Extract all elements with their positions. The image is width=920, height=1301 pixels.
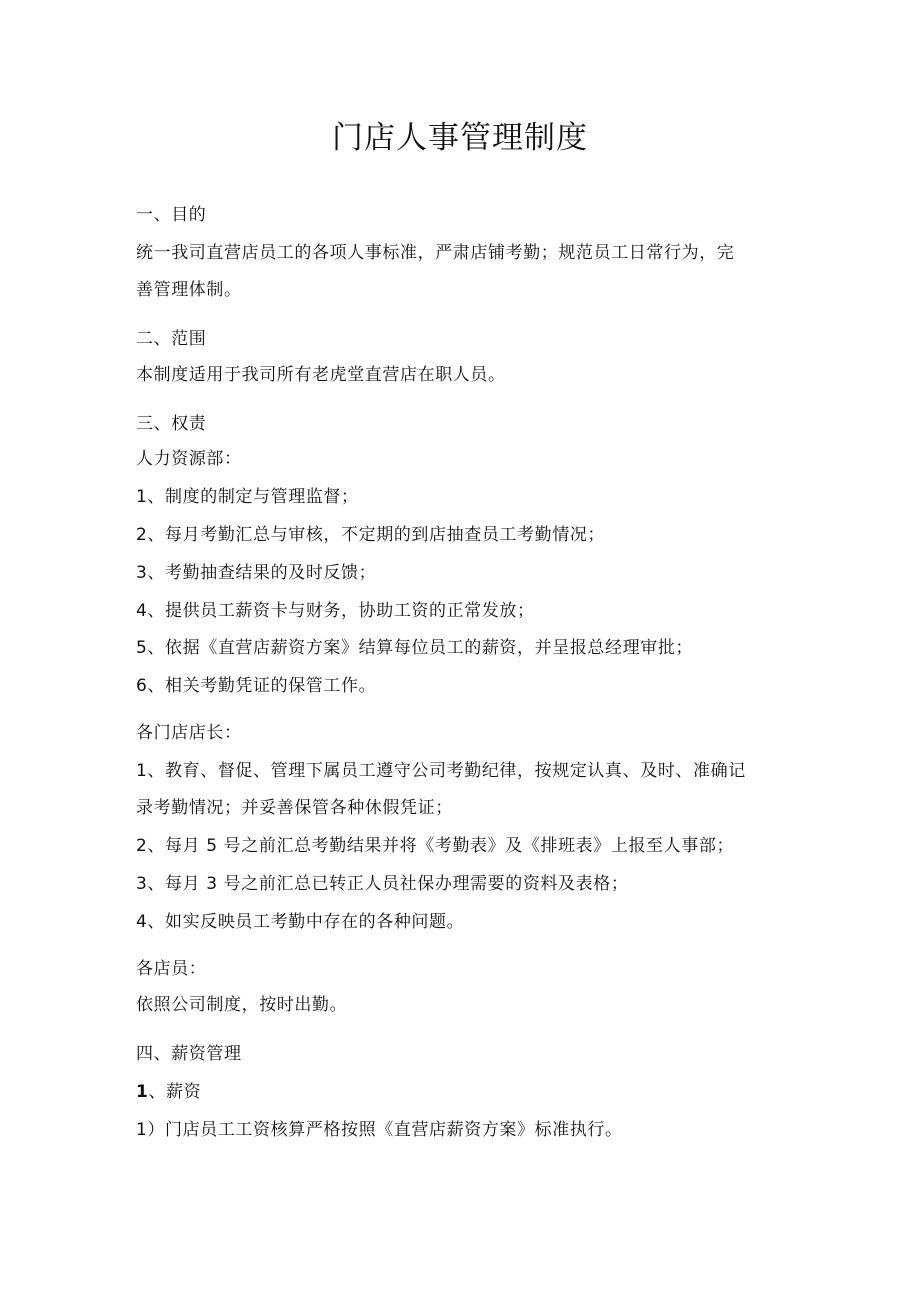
document-title: 门店人事管理制度 — [332, 120, 588, 156]
hr-item-1: 1、制度的制定与管理监督； — [136, 487, 359, 507]
store-manager-item-4: 4、如实反映员工考勤中存在的各种问题。 — [136, 912, 465, 932]
hr-item-4: 4、提供员工薪资卡与财务，协助工资的正常发放； — [136, 601, 535, 621]
section-heading-responsibilities: 三、权责 — [136, 414, 207, 434]
hr-item-2: 2、每月考勤汇总与审核，不定期的到店抽查员工考勤情况； — [136, 525, 606, 545]
hr-item-3: 3、考勤抽查结果的及时反馈； — [136, 563, 377, 583]
section-heading-purpose: 一、目的 — [136, 205, 207, 225]
staff-label: 各店员： — [136, 959, 207, 979]
salary-item-1: 1）门店员工工资核算严格按照《直营店薪资方案》标准执行。 — [136, 1120, 623, 1140]
hr-item-6: 6、相关考勤凭证的保管工作。 — [136, 676, 377, 696]
salary-subheading — [136, 1079, 201, 1105]
purpose-text-line-2: 善管理体制。 — [136, 280, 242, 300]
hr-department-label: 人力资源部： — [136, 449, 242, 469]
store-manager-item-1-line-1: 1、教育、督促、管理下属员工遵守公司考勤纪律，按规定认真、及时、准确记 — [136, 761, 746, 781]
purpose-text-line-1: 统一我司直营店员工的各项人事标准，严肃店铺考勤；规范员工日常行为，完 — [136, 243, 735, 263]
store-manager-label: 各门店店长： — [136, 723, 242, 743]
salary-subheading-number: 1 — [136, 1082, 149, 1102]
hr-item-5: 5、依据《直营店薪资方案》结算每位员工的薪资，并呈报总经理审批； — [136, 638, 694, 658]
salary-subheading-label: 、薪资 — [148, 1082, 202, 1102]
staff-text: 依照公司制度，按时出勤。 — [136, 995, 348, 1015]
store-manager-item-3: 3、每月 3 号之前汇总已转正人员社保办理需要的资料及表格； — [136, 874, 629, 894]
scope-text: 本制度适用于我司所有老虎堂直营店在职人员。 — [136, 365, 506, 385]
store-manager-item-1-line-2: 录考勤情况；并妥善保管各种休假凭证； — [136, 798, 453, 818]
section-heading-salary: 四、薪资管理 — [136, 1044, 242, 1064]
section-heading-scope: 二、范围 — [136, 329, 207, 349]
store-manager-item-2: 2、每月 5 号之前汇总考勤结果并将《考勤表》及《排班表》上报至人事部； — [136, 836, 735, 856]
